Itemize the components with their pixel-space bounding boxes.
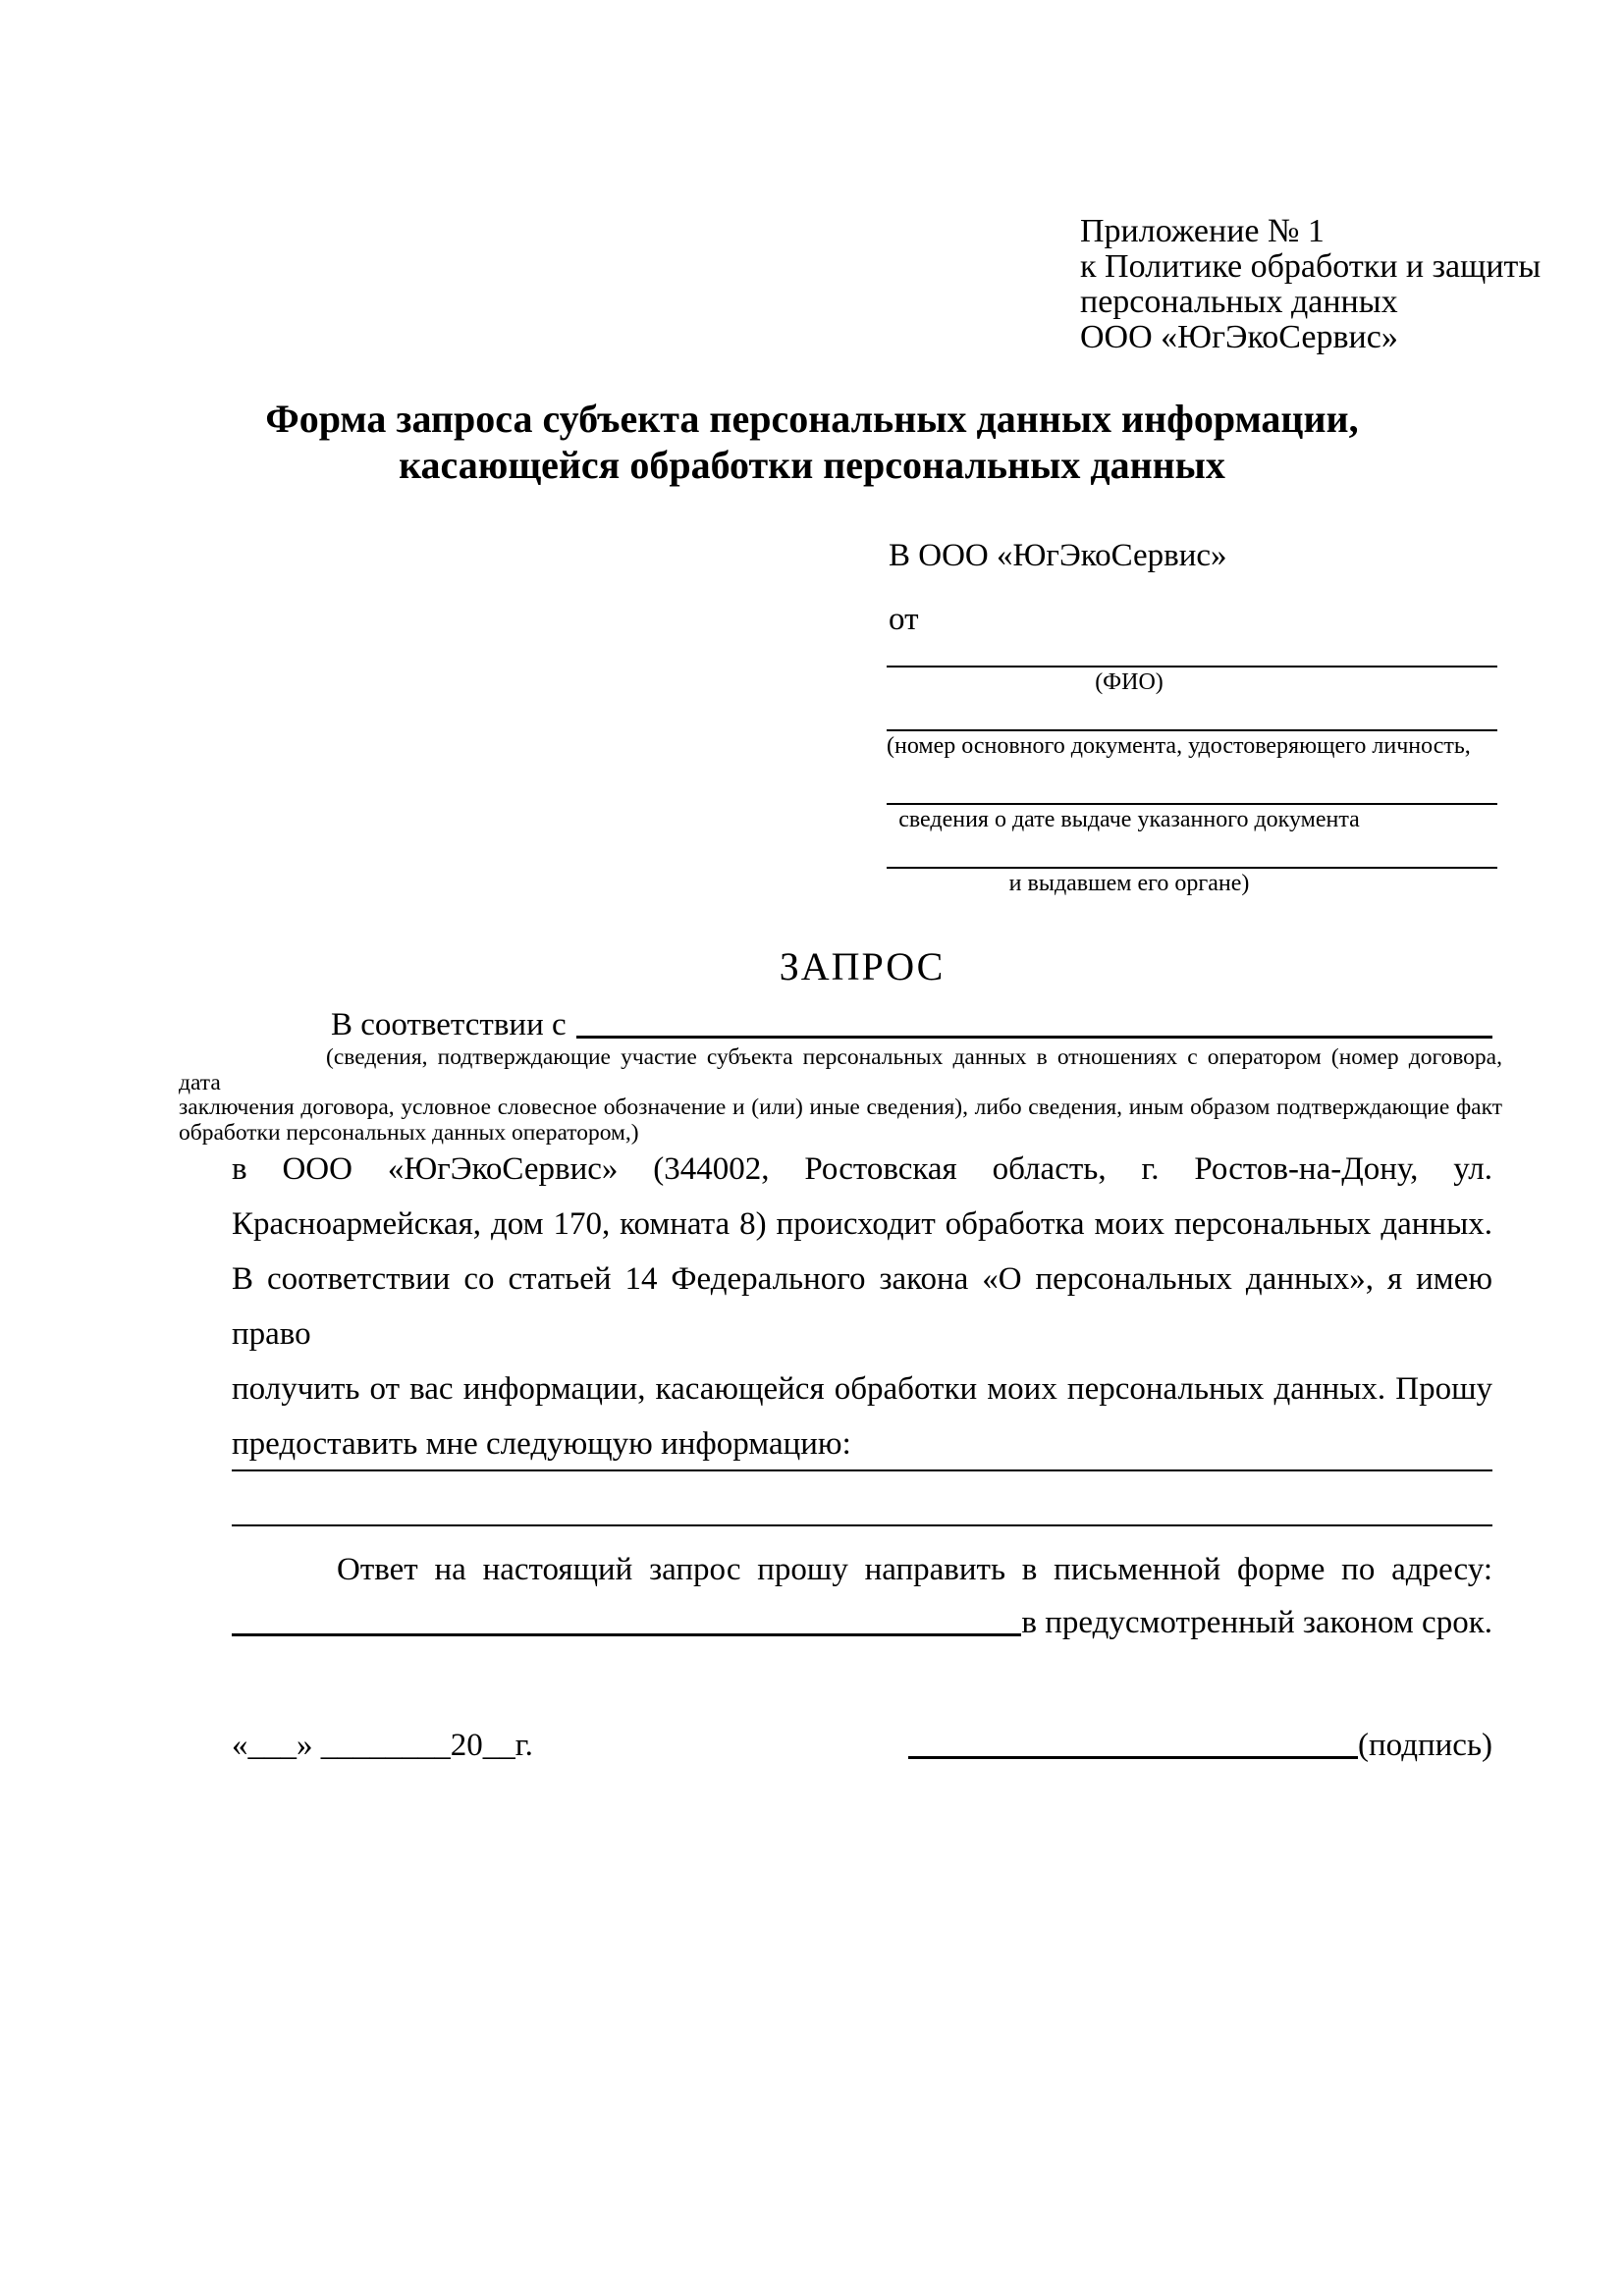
blank-line-info-1 [232,1469,1492,1471]
field-caption-issue-date: сведения о дате выдаче указанного документа [898,807,1360,832]
signature-caption: (подпись) [1358,1728,1492,1763]
answer-suffix: в предусмотренный законом срок. [1021,1605,1492,1640]
request-heading: ЗАПРОС [779,944,946,988]
request-body-line: Красноармейская, дом 170, комната 8) происходит обработка моих персональных данных. [232,1206,1492,1242]
fineprint-line: (сведения, подтверждающие участие субъекта персональных данных в отношениях с оператором (номер договора, дата [179,1044,1502,1095]
appendix-line: Приложение № 1 [1080,213,1325,249]
field-caption-document-number: (номер основного документа, удостоверяющего личность, [887,733,1471,759]
blank-line-basis [576,1036,1492,1039]
blank-line-document-number [887,729,1497,731]
footer-row [232,1723,1492,1764]
request-body-line: предоставить мне следующую информацию: [232,1426,851,1462]
date-blank: «___» ________20__г. [232,1728,533,1763]
request-body-line: получить от вас информации, касающейся обработки моих персональных данных. Прошу [232,1371,1492,1407]
fineprint-line: обработки персональных данных оператором,) [179,1119,639,1146]
appendix-line: персональных данных [1080,284,1398,320]
blank-line-info-2 [232,1524,1492,1526]
addressee-to: В ООО «ЮгЭкоСервис» [889,538,1227,573]
answer-address-row [232,1600,1492,1641]
field-caption-fio: (ФИО) [1095,669,1164,695]
signature-group [908,1727,1492,1764]
request-body-line: В соответствии со статьей 14 Федерального закона «О персональных данных», я имею право [232,1261,1492,1352]
blank-line-fio [887,666,1497,667]
document-title [0,396,1624,488]
blank-line-issuing-authority [887,867,1497,869]
field-caption-issuing-authority: и выдавшем его органе) [1008,871,1250,896]
fineprint-line: заключения договора, условное словесное обозначение и (или) иные сведения), либо сведения, иным образом подтверждающие факт [179,1095,1502,1120]
blank-line-issue-date [887,803,1497,805]
appendix-note [1080,214,1541,355]
intro-label: В соответствии с [331,1007,567,1042]
request-body [232,1142,1492,1471]
document-title-line: Форма запроса субъекта персональных данных информации, [265,397,1359,441]
answer-line: Ответ на настоящий запрос прошу направить в письменной форме по адресу: [337,1552,1492,1587]
fineprint-note [179,1045,1502,1146]
blank-line-address [232,1633,1021,1636]
appendix-line: к Политике обработки и защиты [1080,248,1542,285]
document-title-line: касающейся обработки персональных данных [399,443,1225,487]
request-body-line: в ООО «ЮгЭкоСервис» (344002, Ростовская область, г. Ростов-на-Дону, ул. [232,1151,1492,1187]
intro-row [331,1006,1492,1043]
blank-line-signature [908,1756,1358,1759]
appendix-line: ООО «ЮгЭкоСервис» [1080,319,1398,355]
addressee-from-label: от [889,602,919,637]
